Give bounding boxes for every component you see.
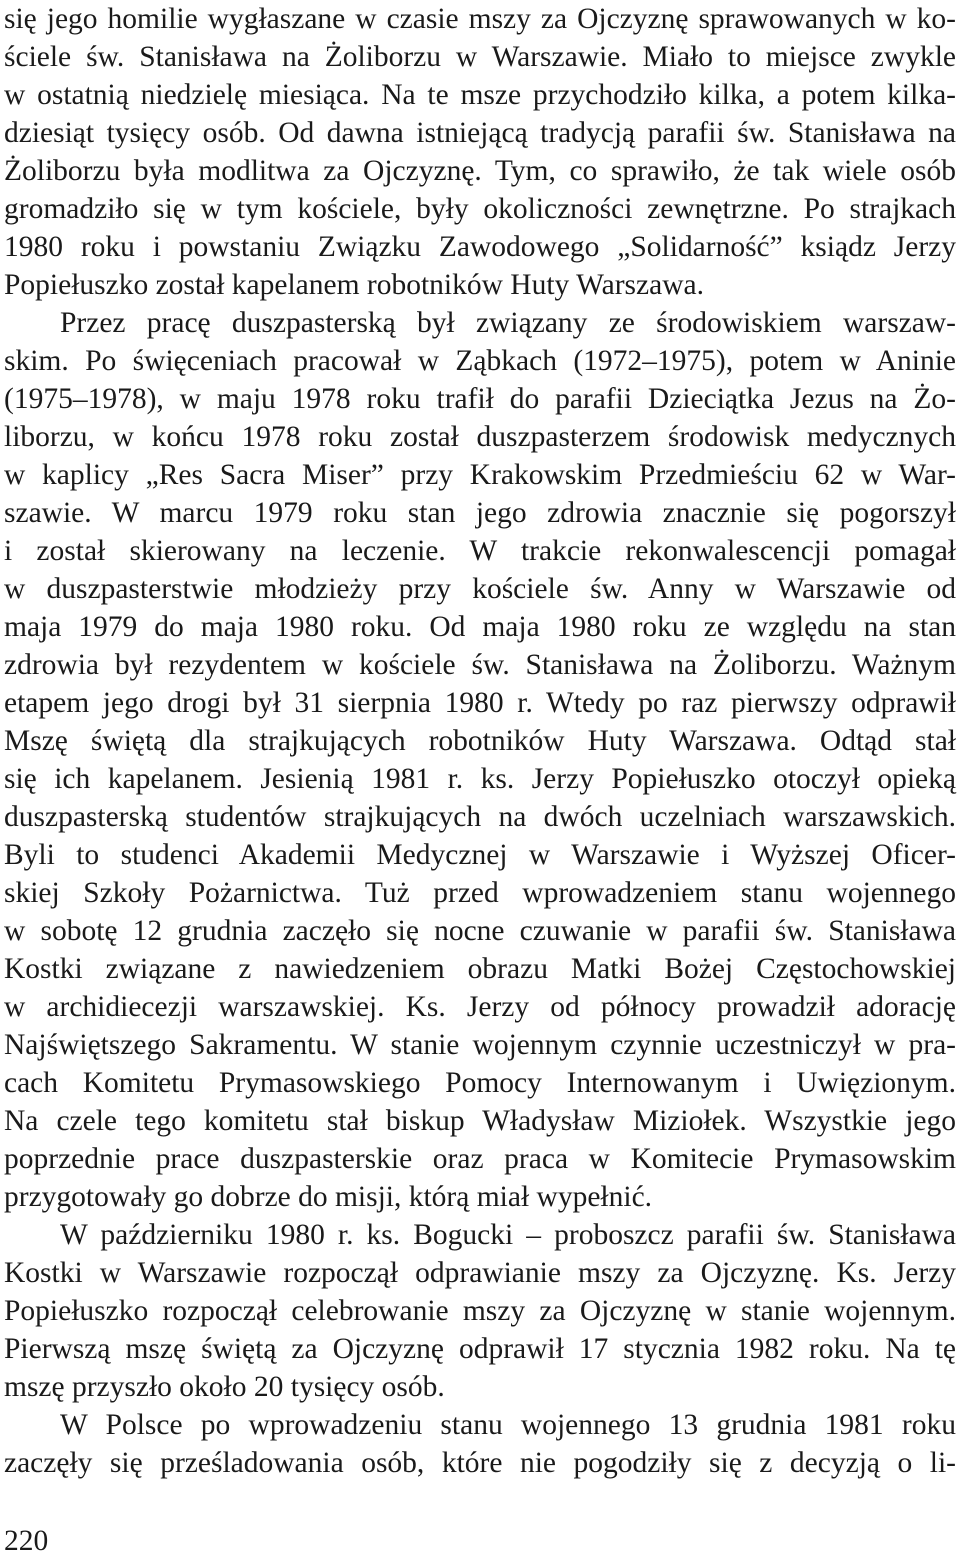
text-line: dziesiąt tysięcy osób. Od dawna istniejącą tradycją parafii św. Stanisława na — [4, 117, 956, 149]
text-line: się jego homilie wygłaszane w czasie mszy za Ojczyznę sprawowanych w ko- — [4, 3, 956, 35]
text-line: Kostki związane z nawiedzeniem obrazu Matki Bożej Częstochowskiej — [4, 953, 956, 985]
paragraph-start-line: W październiku 1980 r. ks. Bogucki – proboszcz parafii św. Stanisława — [60, 1219, 956, 1251]
text-line: Byli to studenci Akademii Medycznej w Warszawie i Wyższej Oficer- — [4, 839, 956, 871]
text-line: 1980 roku i powstaniu Związku Zawodowego „Solidarność” ksiądz Jerzy — [4, 231, 956, 263]
text-line: szawie. W marcu 1979 roku stan jego zdrowia znacznie się pogorszył — [4, 497, 956, 529]
text-line: mszę przyszło około 20 tysięcy osób. — [4, 1371, 445, 1403]
text-line: Żoliborzu była modlitwa za Ojczyznę. Tym, co sprawiło, że tak wiele osób — [4, 155, 956, 187]
paragraph-start-line: W Polsce po wprowadzeniu stanu wojennego 13 grudnia 1981 roku — [60, 1409, 956, 1441]
text-line: w duszpasterstwie młodzieży przy kościele św. Anny w Warszawie od — [4, 573, 956, 605]
text-line: (1975–1978), w maju 1978 roku trafił do parafii Dzieciątka Jezus na Żo- — [4, 383, 956, 415]
page-number: 220 — [4, 1525, 49, 1557]
text-line: zaczęły się prześladowania osób, które nie pogodziły się z decyzją o li- — [4, 1447, 956, 1479]
text-line: liborzu, w końcu 1978 roku został duszpasterzem środowisk medycznych — [4, 421, 956, 453]
text-line: skiej Szkoły Pożarnictwa. Tuż przed wprowadzeniem stanu wojennego — [4, 877, 956, 909]
text-line: Popiełuszko rozpoczął celebrowanie mszy za Ojczyznę w stanie wojennym. — [4, 1295, 956, 1327]
text-line: zdrowia był rezydentem w kościele św. Stanisława na Żoliborzu. Ważnym — [4, 649, 956, 681]
text-line: gromadziło się w tym kościele, były okoliczności zewnętrzne. Po strajkach — [4, 193, 956, 225]
text-line: skim. Po święceniach pracował w Ząbkach (1972–1975), potem w Aninie — [4, 345, 956, 377]
document-body — [4, 0, 956, 1482]
text-line: i został skierowany na leczenie. W trakcie rekonwalescencji pomagał — [4, 535, 956, 567]
text-line: w ostatnią niedzielę miesiąca. Na te msze przychodziło kilka, a potem kilka- — [4, 79, 956, 111]
text-line: przygotowały go dobrze do misji, którą miał wypełnić. — [4, 1181, 653, 1213]
text-line: maja 1979 do maja 1980 roku. Od maja 1980 roku ze względu na stan — [4, 611, 956, 643]
text-line: Kostki w Warszawie rozpoczął odprawianie mszy za Ojczyznę. Ks. Jerzy — [4, 1257, 956, 1289]
text-line: Pierwszą mszę świętą za Ojczyznę odprawił 17 stycznia 1982 roku. Na tę — [4, 1333, 956, 1365]
text-line: Na czele tego komitetu stał biskup Władysław Miziołek. Wszystkie jego — [4, 1105, 956, 1137]
text-line: w archidiecezji warszawskiej. Ks. Jerzy od północy prowadził adorację — [4, 991, 956, 1023]
text-line: się ich kapelanem. Jesienią 1981 r. ks. Jerzy Popiełuszko otoczył opieką — [4, 763, 956, 795]
text-line: w sobotę 12 grudnia zaczęło się nocne czuwanie w parafii św. Stanisława — [4, 915, 956, 947]
text-line: duszpasterską studentów strajkujących na dwóch uczelniach warszawskich. — [4, 801, 956, 833]
text-line: w kaplicy „Res Sacra Miser” przy Krakowskim Przedmieściu 62 w War- — [4, 459, 956, 491]
paragraph-start-line: Przez pracę duszpasterską był związany ze środowiskiem warszaw- — [60, 307, 956, 339]
text-line: etapem jego drogi był 31 sierpnia 1980 r. Wtedy po raz pierwszy odprawił — [4, 687, 956, 719]
text-line: cach Komitetu Prymasowskiego Pomocy Internowanym i Uwięzionym. — [4, 1067, 956, 1099]
text-line: Popiełuszko został kapelanem robotników Huty Warszawa. — [4, 269, 704, 301]
text-line: ściele św. Stanisława na Żoliborzu w Warszawie. Miało to miejsce zwykle — [4, 41, 956, 73]
text-line: Mszę świętą dla strajkujących robotników Huty Warszawa. Odtąd stał — [4, 725, 956, 757]
text-line: poprzednie prace duszpasterskie oraz praca w Komitecie Prymasowskim — [4, 1143, 956, 1175]
text-line: Najświętszego Sakramentu. W stanie wojennym czynnie uczestniczył w pra- — [4, 1029, 956, 1061]
